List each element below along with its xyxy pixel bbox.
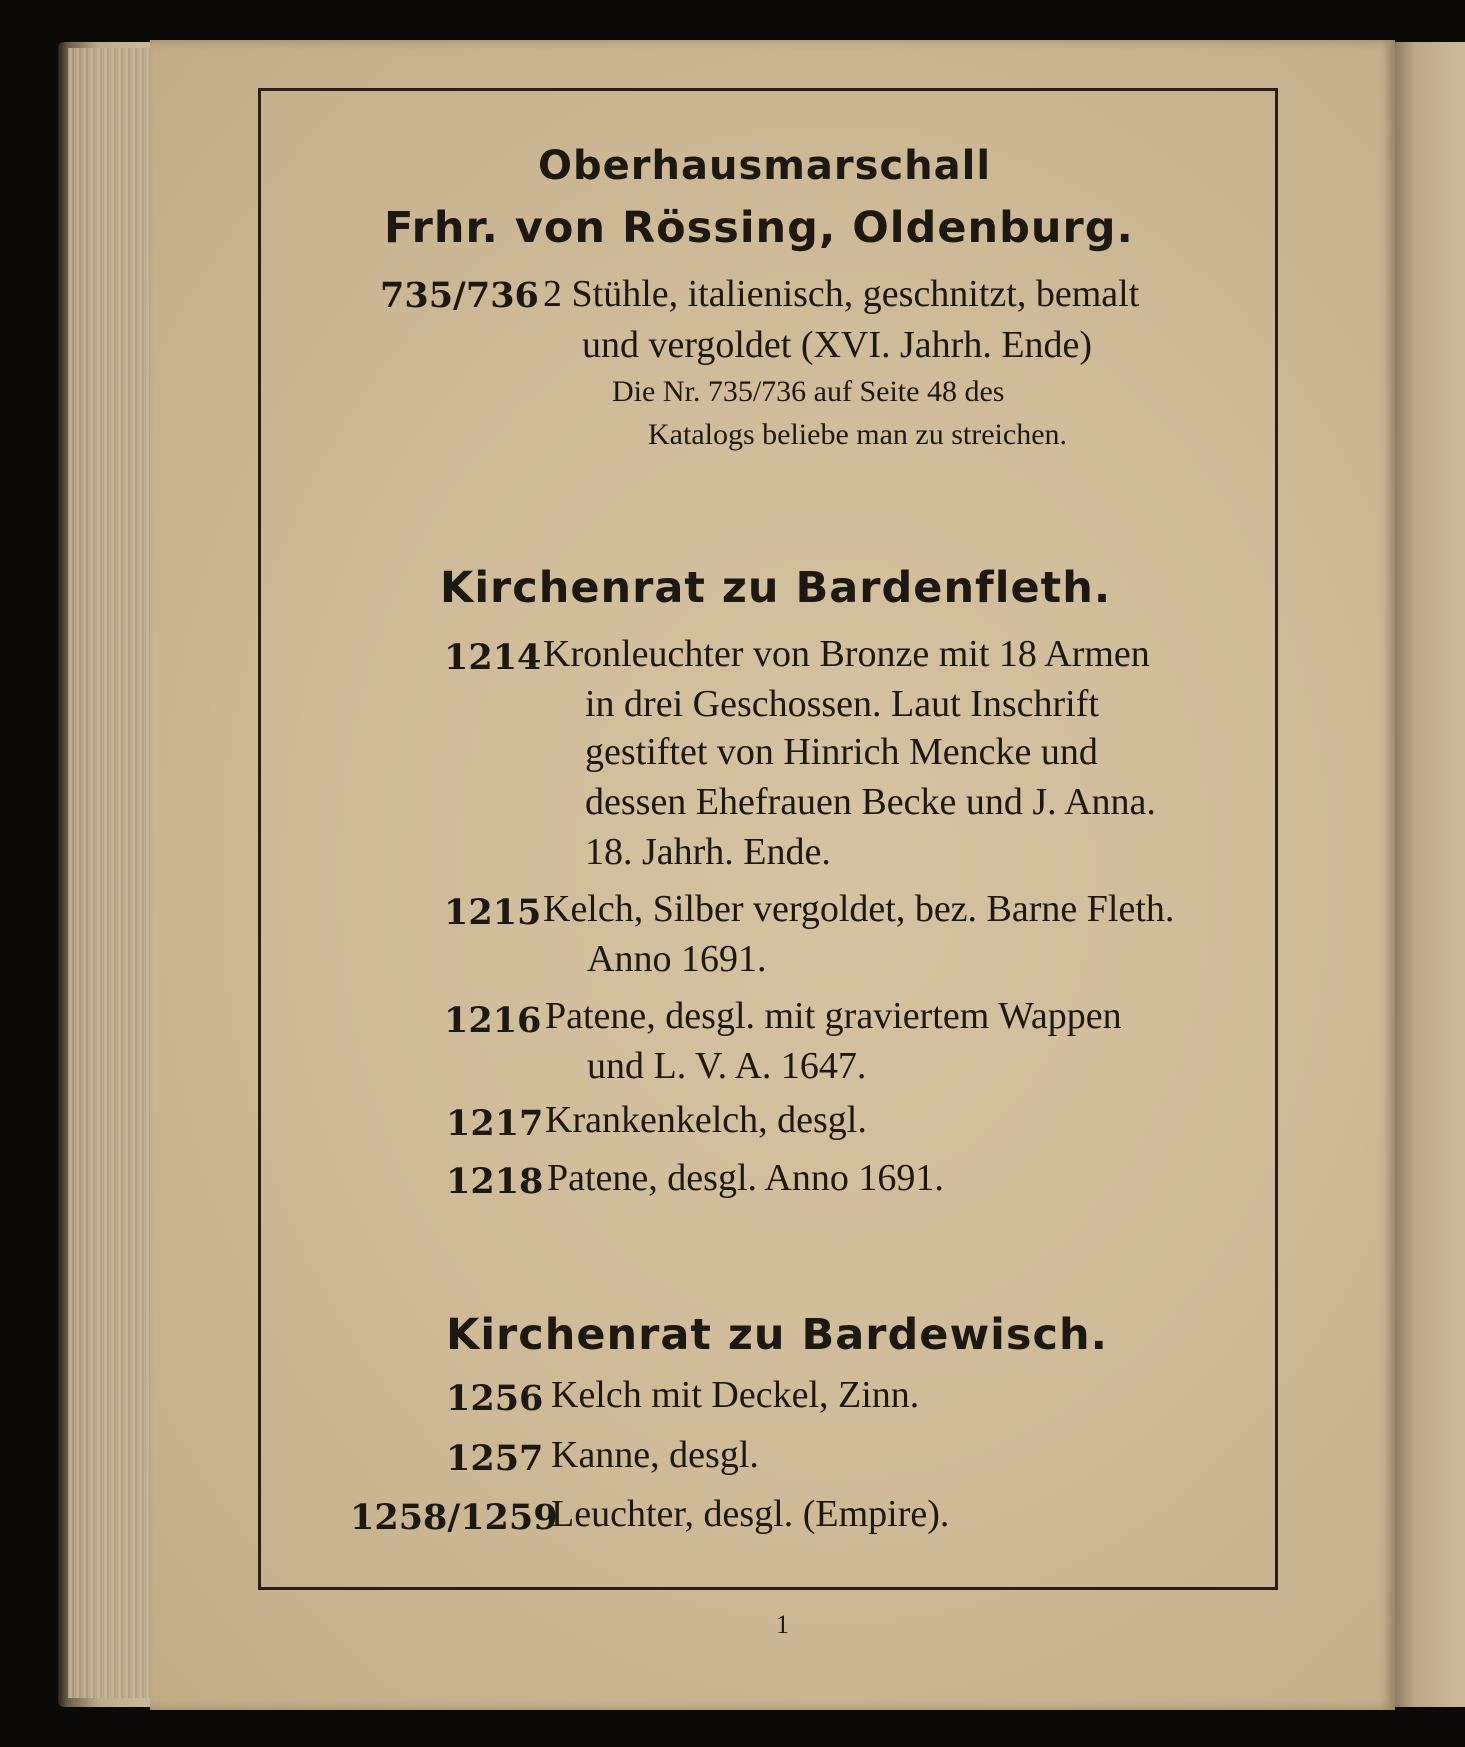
- entry-text-line: Patene, desgl. Anno 1691.: [547, 1157, 944, 1199]
- entry-text-line: 18. Jahrh. Ende.: [585, 831, 831, 873]
- entry-text-line: Kelch mit Deckel, Zinn.: [551, 1374, 920, 1416]
- entry-number: 1217: [446, 1103, 544, 1144]
- entry-note-line: Die Nr. 735/736 auf Seite 48 des: [612, 375, 1005, 408]
- entry-number: 1218: [446, 1161, 544, 1202]
- entry-number: 1256: [446, 1378, 544, 1419]
- entry-text-line: Kronleuchter von Bronze mit 18 Armen: [543, 633, 1150, 675]
- entry-text-line: Kelch, Silber vergoldet, bez. Barne Fleth.: [543, 888, 1175, 930]
- entry-text-line: Krankenkelch, desgl.: [545, 1099, 867, 1141]
- entry-text-line: 2 Stühle, italienisch, geschnitzt, bemalt: [543, 273, 1140, 315]
- entry-text-line: Anno 1691.: [587, 938, 767, 980]
- section-3-heading: Kirchenrat zu Bardewisch.: [446, 1310, 1108, 1360]
- page-number: 1: [776, 1610, 789, 1639]
- entry-text-line: Kanne, desgl.: [551, 1434, 759, 1476]
- entry-note-line: Katalogs beliebe man zu streichen.: [648, 418, 1068, 451]
- entry-text-line: in drei Geschossen. Laut Inschrift: [585, 683, 1099, 725]
- entry-number: 735/736: [380, 275, 539, 316]
- entry-text-line: Leuchter, desgl. (Empire).: [551, 1493, 950, 1535]
- entry-number: 1215: [444, 892, 542, 933]
- entry-number: 1214: [444, 637, 542, 678]
- entry-text-line: Patene, desgl. mit graviertem Wappen: [545, 995, 1122, 1037]
- entry-text-line: dessen Ehefrauen Becke und J. Anna.: [585, 781, 1156, 823]
- entry-number: 1257: [446, 1438, 544, 1479]
- facing-page-edge: [1395, 42, 1465, 1707]
- entry-text-line: gestiftet von Hinrich Mencke und: [585, 731, 1098, 773]
- entry-text-line: und L. V. A. 1647.: [587, 1045, 867, 1087]
- section-1-heading-line-1: Oberhausmarschall: [538, 143, 992, 189]
- section-2-heading: Kirchenrat zu Bardenfleth.: [440, 563, 1112, 613]
- entry-text-line: und vergoldet (XVI. Jahrh. Ende): [582, 324, 1093, 366]
- section-1-heading-line-2: Frhr. von Rössing, Oldenburg.: [384, 203, 1134, 253]
- entry-number: 1216: [444, 1000, 542, 1041]
- entry-number: 1258/1259: [350, 1497, 558, 1538]
